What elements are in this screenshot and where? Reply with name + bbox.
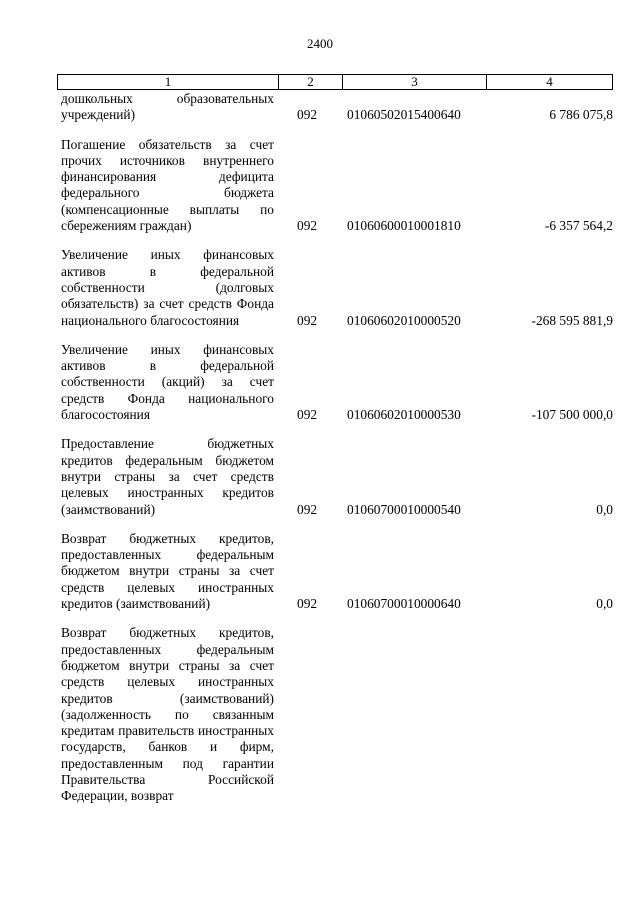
table-row — [61, 436, 613, 517]
row-budget-code: 01060602010000530 — [347, 407, 461, 423]
row-amount: 6 786 075,8 — [549, 107, 613, 123]
row-admin-code: 092 — [297, 596, 318, 612]
table-body — [61, 91, 613, 818]
row-admin-code: 092 — [297, 218, 318, 234]
row-budget-code: 01060700010000540 — [347, 501, 461, 517]
column-header-3: 3 — [343, 75, 487, 89]
row-budget-code: 01060700010000640 — [347, 596, 461, 612]
table-row — [61, 137, 613, 235]
table-column-header — [57, 74, 613, 90]
row-amount: 0,0 — [596, 501, 613, 517]
row-amount: 0,0 — [596, 596, 613, 612]
table-row — [61, 342, 613, 423]
row-description: Возврат бюджетных кредитов, предоставленных федеральным бюджетом внутри страны за счет средств целевых иностранных кредитов (заимствований) — [61, 530, 274, 612]
row-amount: -6 357 564,2 — [544, 218, 613, 234]
row-budget-code: 01060602010000520 — [347, 312, 461, 328]
row-admin-code: 092 — [297, 407, 318, 423]
column-header-4: 4 — [546, 74, 553, 89]
row-amount: -268 595 881,9 — [531, 312, 613, 328]
row-description: Возврат бюджетных кредитов, предоставленных федеральным бюджетом внутри страны за счет средств целевых иностранных кредитов (заимствований) (задолженность по связанным кредитам правительств иностранных государств, банков и фирм, предоставленным под гарантии Правительства Российской Федерации, возврат — [61, 625, 274, 804]
row-description: Предоставление бюджетных кредитов федеральным бюджетом внутри страны за счет средств целевых иностранных кредитов (заимствований) — [61, 436, 274, 517]
table-row — [61, 625, 613, 804]
row-description: Погашение обязательств за счет прочих источников внутреннего финансирования дефицита федерального бюджета (компенсационные выплаты по сбережениям граждан) — [61, 136, 274, 234]
column-header-2: 2 — [279, 75, 343, 89]
row-admin-code: 092 — [297, 501, 318, 517]
row-description: дошкольных образовательных учреждений) — [61, 91, 274, 123]
row-admin-code: 092 — [297, 312, 318, 328]
row-description: Увеличение иных финансовых активов в федеральной собственности (долговых обязательств) за счет средств Фонда национального благосостояния — [61, 247, 274, 328]
page-number: 2400 — [307, 36, 333, 51]
row-amount: -107 500 000,0 — [531, 407, 613, 423]
row-budget-code: 01060600010001810 — [347, 218, 461, 234]
row-admin-code: 092 — [297, 107, 318, 123]
table-row — [61, 91, 613, 124]
row-description: Увеличение иных финансовых активов в федеральной собственности (акций) за счет средств Фонда национального благосостояния — [61, 341, 274, 423]
table-row — [61, 247, 613, 328]
column-header-1: 1 — [58, 75, 279, 89]
table-row — [61, 531, 613, 612]
row-budget-code: 01060502015400640 — [347, 107, 461, 123]
